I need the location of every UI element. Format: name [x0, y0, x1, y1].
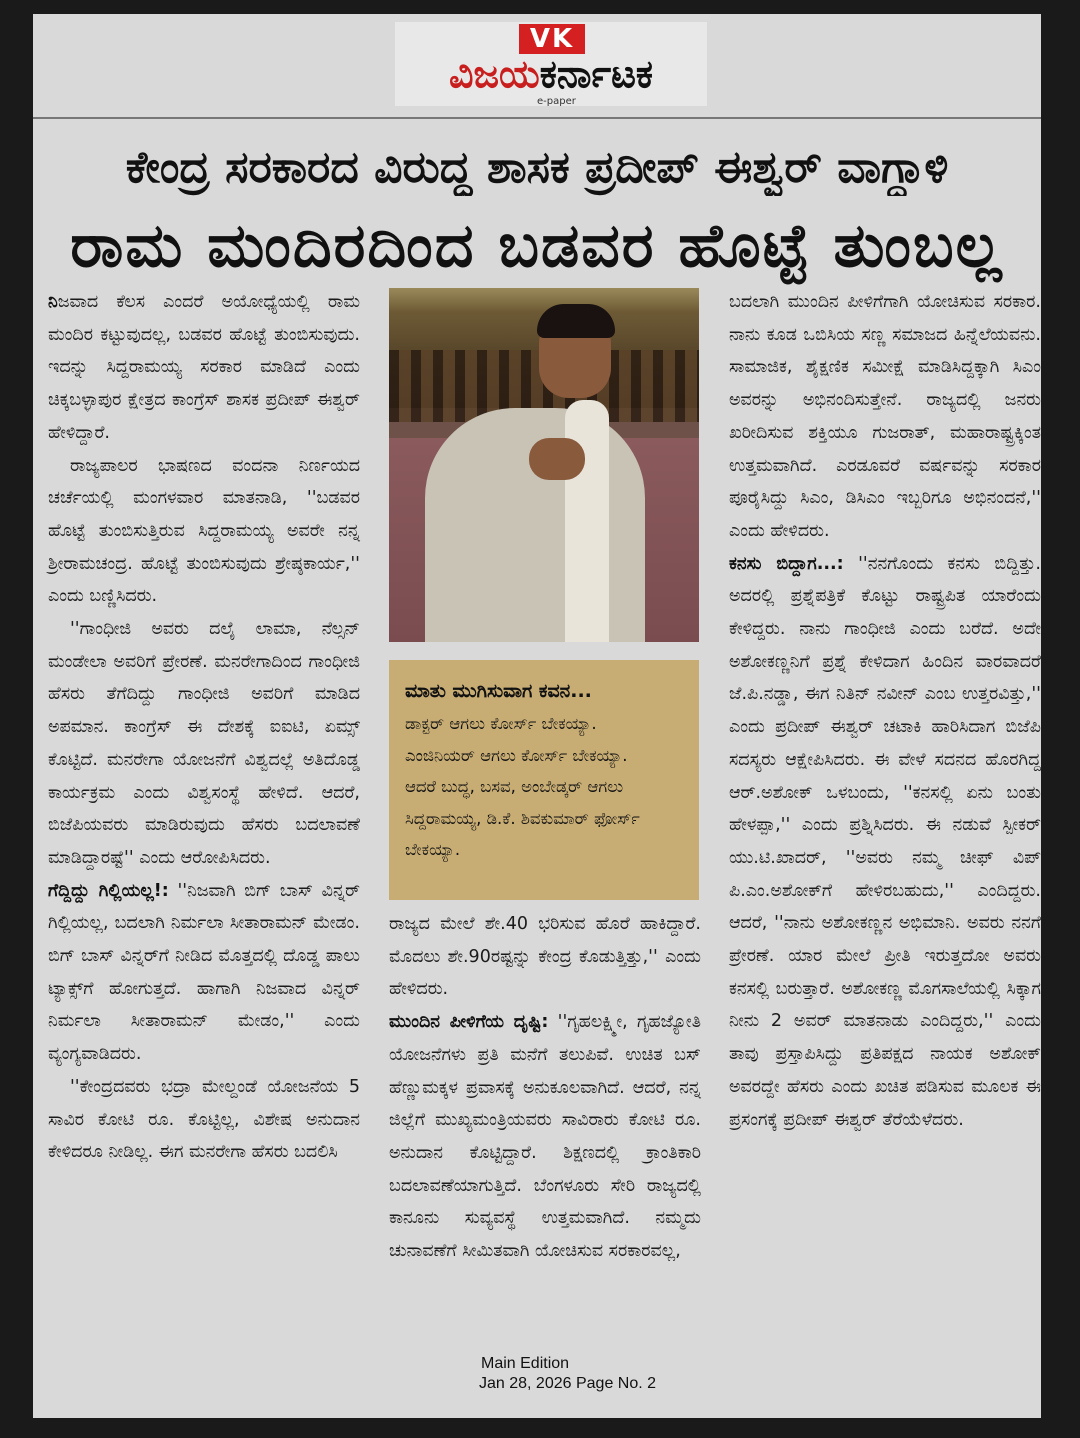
article-column-2	[389, 908, 701, 1268]
newspaper-name-part2: ಕರ್ನಾಟಕ	[539, 52, 653, 96]
paragraph: ''ಗೃಹಲಕ್ಷ್ಮೀ, ಗೃಹಜ್ಯೋತಿ ಯೋಜನೆಗಳು ಪ್ರತಿ ಮನೆಗೆ ತಲುಪಿವೆ. ಉಚಿತ ಬಸ್ ಹೆಣ್ಣುಮಕ್ಕಳ ಪ್ರವಾಸಕ್ಕೆ ಅನುಕೂಲವಾಗಿದೆ. ಆದರೆ, ನನ್ನ ಜಿಲ್ಲೆಗೆ ಮುಖ್ಯಮಂತ್ರಿಯವರು ಸಾವಿರಾರು ಕೋಟಿ ರೂ. ಅನುದಾನ ಕೊಟ್ಟಿದ್ದಾರೆ. ಶಿಕ್ಷಣದಲ್ಲಿ ಕ್ರಾಂತಿಕಾರಿ ಬದಲಾವಣೆಯಾಗುತ್ತಿದೆ. ಬೆಂಗಳೂರು ಸೇರಿ ರಾಜ್ಯದಲ್ಲಿ ಕಾನೂನು ಸುವ್ಯವಸ್ಥೆ ಉತ್ತಮವಾಗಿದೆ. ನಮ್ಮದು ಚುನಾವಣೆಗೆ ಸೀಮಿತವಾಗಿ ಯೋಚಿಸುವ ಸರಕಾರವಲ್ಲ,	[389, 1012, 701, 1262]
newspaper-name-part1: ವಿಜಯ	[449, 52, 540, 96]
paragraph: ಬದಲಾಗಿ ಮುಂದಿನ ಪೀಳಿಗೆಗಾಗಿ ಯೋಚಿಸುವ ಸರಕಾರ. ನಾನು ಕೂಡ ಒಬಿಸಿಯ ಸಣ್ಣ ಸಮಾಜದ ಹಿನ್ನೆಲೆಯವನು. ಸಾಮಾಜಿಕ, ಶೈಕ್ಷಣಿಕ ಸಮೀಕ್ಷೆ ಮಾಡಿಸಿದ್ದಕ್ಕಾಗಿ ಸಿಎಂ ಅವರನ್ನು ಅಭಿನಂದಿಸುತ್ತೇನೆ. ರಾಜ್ಯದಲ್ಲಿ ಜನರು ಖರೀದಿಸುವ ಶಕ್ತಿಯೂ ಗುಜರಾತ್, ಮಹಾರಾಷ್ಟ್ರಕ್ಕಿಂತ ಉತ್ತಮವಾಗಿದೆ. ಎರಡೂವರೆ ವರ್ಷವನ್ನು ಸರಕಾರ ಪೂರೈಸಿದ್ದು ಸಿಎಂ, ಡಿಸಿಎಂ ಇಬ್ಬರಿಗೂ ಅಭಿನಂದನೆ,'' ಎಂದು ಹೇಳಿದರು.	[729, 292, 1041, 541]
newspaper-name	[395, 52, 707, 96]
date-page-label: Jan 28, 2026 Page No. 2	[479, 1375, 657, 1392]
poem-line: ಆದರೆ ಬುದ್ಧ, ಬಸವ, ಅಂಬೇಡ್ಕರ್ ಆಗಲು ಸಿದ್ದರಾಮಯ್ಯ, ಡಿ.ಕೆ. ಶಿವಕುಮಾರ್ ಫೋರ್ಸ್ ಬೇಕಯ್ಯಾ.	[405, 777, 640, 859]
masthead-divider	[33, 117, 1041, 119]
vk-logo: VK	[519, 24, 585, 54]
paragraph: ಜವಾದ ಕೆಲಸ ಎಂದರೆ ಅಯೋಧ್ಯೆಯಲ್ಲಿ ರಾಮ ಮಂದಿರ ಕಟ್ಟುವುದಲ್ಲ, ಬಡವರ ಹೊಟ್ಟೆ ತುಂಬಿಸುವುದು. ಇದನ್ನು ಸಿದ್ದರಾಮಯ್ಯ ಸರಕಾರ ಮಾಡಿದೆ ಎಂದು ಚಿಕ್ಕಬಳ್ಳಾಪುರ ಕ್ಷೇತ್ರದ ಕಾಂಗ್ರೆಸ್ ಶಾಸಕ ಪ್ರದೀಪ್ ಈಶ್ವರ್ ಹೇಳಿದ್ದಾರೆ.	[48, 292, 360, 443]
article-headline: ರಾಮ ಮಂದಿರದಿಂದ ಬಡವರ ಹೊಟ್ಟೆ ತುಂಬಲ್ಲ	[70, 211, 1004, 281]
page-footer	[479, 1354, 656, 1394]
paragraph: ''ಕೇಂದ್ರದವರು ಭದ್ರಾ ಮೇಲ್ದಂಡೆ ಯೋಜನೆಯ 5 ಸಾವಿರ ಕೋಟಿ ರೂ. ಕೊಟ್ಟಿಲ್ಲ, ವಿಶೇಷ ಅನುದಾನ ಕೇಳಿದರೂ ನೀಡಿಲ್ಲ. ಈಗ ಮನರೇಗಾ ಹೆಸರು ಬದಲಿಸಿ	[48, 1076, 360, 1163]
masthead	[395, 22, 707, 106]
article-photo	[389, 288, 699, 642]
paragraph: ''ಗಾಂಧೀಜಿ ಅವರು ದಲೈ ಲಾಮಾ, ನೆಲ್ಸನ್ ಮಂಡೇಲಾ ಅವರಿಗೆ ಪ್ರೇರಣೆ. ಮನರೇಗಾದಿಂದ ಗಾಂಧೀಜಿ ಹೆಸರು ತೆಗೆದಿದ್ದು ಗಾಂಧೀಜಿ ಅವರಿಗೆ ಮಾಡಿದ ಅಪಮಾನ. ಕಾಂಗ್ರೆಸ್ ಈ ದೇಶಕ್ಕೆ ಐಐಟಿ, ಏಮ್ಸ್ ಕೊಟ್ಟಿದೆ. ಮನರೇಗಾ ಯೋಜನೆಗೆ ವಿಶ್ವದಲ್ಲೆ ಅತಿದೊಡ್ಡ ಕಾರ್ಯಕ್ರಮ ಎಂದು ವಿಶ್ವಸಂಸ್ಥೆ ಹೇಳಿದೆ. ಆದರೆ, ಬಿಜೆಪಿಯವರು ಮಾಡಿರುವುದು ಹೆಸರು ಬದಲಾವಣೆ ಮಾಡಿದ್ದಾರಷ್ಟೆ'' ಎಂದು ಆರೋಪಿಸಿದರು.	[48, 619, 360, 868]
paragraph: ರಾಜ್ಯದ ಮೇಲೆ ಶೇ.40 ಭರಿಸುವ ಹೊರೆ ಹಾಕಿದ್ದಾರೆ. ಮೊದಲು ಶೇ.90ರಷ್ಟನ್ನು ಕೇಂದ್ರ ಕೊಡುತ್ತಿತ್ತು,'' ಎಂದು ಹೇಳಿದರು.	[389, 914, 701, 1000]
poem-box-body	[405, 708, 687, 866]
paragraph: ''ನಿಜವಾಗಿ ಬಿಗ್ ಬಾಸ್ ವಿನ್ನರ್ ಗಿಲ್ಲಿಯಲ್ಲ, ಬದಲಾಗಿ ನಿರ್ಮಲಾ ಸೀತಾರಾಮನ್ ಮೇಡಂ. ಬಿಗ್ ಬಾಸ್ ವಿನ್ನರ್‌ಗೆ ನೀಡಿದ ಮೊತ್ತದಲ್ಲಿ ದೊಡ್ಡ ಪಾಲು ಟ್ಯಾಕ್ಸ್‌ಗೆ ಹೋಗುತ್ತದೆ. ಹಾಗಾಗಿ ನಿಜವಾದ ವಿನ್ನರ್ ನಿರ್ಮಲಾ ಸೀತಾರಾಮನ್ ಮೇಡಂ,'' ಎಂದು ವ್ಯಂಗ್ಯವಾಡಿದರು.	[48, 880, 360, 1065]
epaper-page	[33, 14, 1041, 1418]
paragraph: ''ನನಗೊಂದು ಕನಸು ಬಿದ್ದಿತ್ತು. ಅದರಲ್ಲಿ ಪ್ರಶ್ನೆಪತ್ರಿಕೆ ಕೊಟ್ಟು ರಾಷ್ಟ್ರಪಿತ ಯಾರೆಂದು ಕೇಳಿದ್ದರು. ನಾನು ಗಾಂಧೀಜಿ ಎಂದು ಬರೆದೆ. ಅದೇ ಅಶೋಕಣ್ಣನಿಗೆ ಪ್ರಶ್ನೆ ಕೇಳಿದಾಗ ಹಿಂದಿನ ವಾರವಾದರೆ ಜೆ.ಪಿ.ನಡ್ಡಾ, ಈಗ ನಿತಿನ್ ನವೀನ್ ಎಂಬ ಉತ್ತರವಿತ್ತು,'' ಎಂದು ಪ್ರದೀಪ್ ಈಶ್ವರ್ ಚಟಾಕಿ ಹಾರಿಸಿದಾಗ ಬಿಜೆಪಿ ಸದಸ್ಯರು ಆಕ್ಷೇಪಿಸಿದರು. ಈ ವೇಳೆ ಸದನದ ಹೊರಗಿದ್ದ ಆರ್.ಅಶೋಕ್ ಒಳಬಂದು, ''ಕನಸಲ್ಲಿ ಏನು ಬಂತು ಹೇಳಪ್ಪಾ,'' ಎಂದು ಪ್ರಶ್ನಿಸಿದರು. ಈ ನಡುವೆ ಸ್ಪೀಕರ್ ಯು.ಟಿ.ಖಾದರ್, ''ಅವರು ನಮ್ಮ ಚೀಫ್ ವಿಪ್ ಪಿ.ಎಂ.ಅಶೋಕ್‌ಗೆ ಹೇಳಿರಬಹುದು,'' ಎಂದಿದ್ದರು. ಆದರೆ, ''ನಾನು ಅಶೋಕಣ್ಣನ ಅಭಿಮಾನಿ. ಅವರು ನನಗೆ ಪ್ರೇರಣೆ. ಯಾರ ಮೇಲೆ ಪ್ರೀತಿ ಇರುತ್ತದೋ ಅವರು ಕನಸಲ್ಲಿ ಬರುತ್ತಾರೆ. ಅಶೋಕಣ್ಣ ಮೊಗಸಾಲೆಯಲ್ಲಿ ಸಿಕ್ಕಾಗ ನೀನು 2 ಅವರ್ ಮಾತನಾಡು ಎಂದಿದ್ದರು,'' ಎಂದು ತಾವು ಪ್ರಸ್ತಾಪಿಸಿದ್ದು ಪ್ರತಿಪಕ್ಷದ ನಾಯಕ ಅಶೋಕ್ ಅವರದ್ದೇ ಹೆಸರು ಎಂದು ಖಚಿತ ಪಡಿಸುವ ಮೂಲಕ ಈ ಪ್ರಸಂಗಕ್ಕೆ ಪ್ರದೀಪ್ ಈಶ್ವರ್ ತೆರೆಯೆಳೆದರು.	[729, 553, 1041, 1130]
dropcap-lead: ನಿ	[48, 292, 58, 312]
poem-box	[389, 660, 699, 900]
edition-label: Main Edition	[481, 1355, 570, 1372]
poem-box-title: ಮಾತು ಮುಗಿಸುವಾಗ ಕವನ...	[405, 680, 592, 702]
subheading: ಗೆದ್ದಿದ್ದು ಗಿಲ್ಲಿಯಲ್ಲ!:	[48, 880, 169, 901]
article-column-3	[729, 286, 1041, 1136]
subheading: ಕನಸು ಬಿದ್ದಾಗ...:	[729, 553, 844, 574]
subheading: ಮುಂದಿನ ಪೀಳಿಗೆಯ ದೃಷ್ಟಿ:	[389, 1012, 549, 1033]
poem-line: ಎಂಜಿನಿಯರ್ ಆಗಲು ಕೋರ್ಸ್ ಬೇಕಯ್ಯಾ.	[405, 745, 628, 765]
paragraph: ರಾಜ್ಯಪಾಲರ ಭಾಷಣದ ವಂದನಾ ನಿರ್ಣಯದ ಚರ್ಚೆಯಲ್ಲಿ ಮಂಗಳವಾರ ಮಾತನಾಡಿ, ''ಬಡವರ ಹೊಟ್ಟೆ ತುಂಬಿಸುತ್ತಿರುವ ಸಿದ್ದರಾಮಯ್ಯ ಅವರೇ ನನ್ನ ಶ್ರೀರಾಮಚಂದ್ರ. ಹೊಟ್ಟೆ ತುಂಬಿಸುವುದು ಶ್ರೇಷ್ಠಕಾರ್ಯ,'' ಎಂದು ಬಣ್ಣಿಸಿದರು.	[48, 455, 360, 607]
poem-line: ಡಾಕ್ಟರ್ ಆಗಲು ಕೋರ್ಸ್ ಬೇಕಯ್ಯಾ.	[405, 714, 597, 733]
masthead-subtitle: e-paper	[537, 96, 576, 107]
article-kicker: ಕೇಂದ್ರ ಸರಕಾರದ ವಿರುದ್ಧ ಶಾಸಕ ಪ್ರದೀಪ್ ಈಶ್ವರ್ ವಾಗ್ದಾಳಿ	[125, 142, 949, 193]
article-column-1	[48, 286, 360, 1169]
